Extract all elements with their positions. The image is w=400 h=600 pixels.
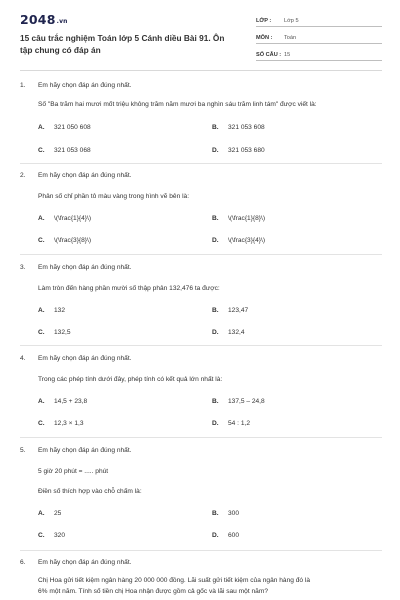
question-number: 1. [20,82,26,89]
option-letter: C. [38,532,45,539]
option-letter: B. [212,398,219,405]
option-text: 123,47 [228,307,249,314]
question-text: Trong các phép tính dưới đây, phép tính có kết quả lớn nhất là: [38,376,223,383]
option-d[interactable] [212,147,265,154]
question-instruction: Điền số thích hợp vào chỗ chấm là: [38,488,142,495]
question-number: 2. [20,172,26,179]
meta-key: SỐ CÂU : [256,52,282,58]
option-text: 137,5 – 24,8 [228,398,265,405]
question-divider [20,254,382,255]
option-a[interactable] [38,510,61,517]
option-b[interactable] [212,307,248,314]
question-text: 5 giờ 20 phút = ..... phút [38,468,109,475]
option-letter: C. [38,329,45,336]
question-divider [20,437,382,438]
option-letter: B. [212,307,219,314]
option-c[interactable] [38,329,71,336]
question-prompt: Em hãy chọn đáp án đúng nhất. [38,172,132,179]
option-letter: A. [38,510,45,517]
question-text: Làm tròn đến hàng phần mười số thập phân 132,476 ta được: [38,285,220,292]
option-text: 14,5 + 23,8 [54,398,88,405]
option-text: 12,3 × 1,3 [54,420,84,427]
option-text: 600 [228,532,240,539]
option-letter: A. [38,124,45,131]
question-number: 3. [20,264,26,271]
option-letter: D. [212,147,219,154]
option-c[interactable] [38,420,84,427]
option-letter: B. [212,510,219,517]
meta-value: Lớp 5 [284,18,299,24]
option-text: 132,4 [228,329,245,336]
option-text: 320 [54,532,66,539]
option-letter: D. [212,420,219,427]
meta-key: MÔN : [256,35,273,41]
option-d[interactable] [212,329,245,336]
question-divider [20,345,382,346]
question-prompt: Em hãy chọn đáp án đúng nhất. [38,559,132,566]
option-a[interactable] [38,307,65,314]
question-text-line-2: 6% một năm. Tính số tiền chị Hoa nhận được gồm cả gốc và lãi sau một năm? [38,588,268,595]
option-b[interactable] [212,510,239,517]
option-text: 25 [54,510,62,517]
option-a[interactable] [38,124,91,131]
option-d[interactable] [212,420,250,427]
option-b[interactable] [212,124,265,131]
option-c[interactable] [38,237,91,244]
site-logo[interactable] [20,12,68,27]
option-letter: A. [38,215,45,222]
question-text: Số "Ba trăm hai mươi mốt triệu không trăm năm mươi ba nghìn sáu trăm linh tám" được viết là: [38,101,317,108]
document-header [20,12,382,70]
header-divider [20,70,382,71]
question-number: 5. [20,447,26,454]
logo-suffix: .vn [56,18,68,25]
option-letter: C. [38,147,45,154]
option-text: 321 053 068 [54,147,91,154]
option-text: \(\frac{3}{8}\) [54,237,92,244]
option-a[interactable] [38,398,87,405]
option-text: \(\frac{1}{4}\) [54,215,92,222]
option-letter: B. [212,124,219,131]
question-divider [20,163,382,164]
option-b[interactable] [212,398,265,405]
option-letter: B. [212,215,219,222]
question-number: 4. [20,355,26,362]
document-meta [256,12,382,61]
option-letter: D. [212,532,219,539]
question-text-line-1: Chị Hoa gửi tiết kiệm ngân hàng 20 000 000 đồng. Lãi suất gửi tiết kiệm của ngân hàng đó là [38,577,311,584]
option-a[interactable] [38,215,91,222]
option-text: 321 053 680 [228,147,265,154]
option-letter: C. [38,420,45,427]
question-prompt: Em hãy chọn đáp án đúng nhất. [38,355,132,362]
option-c[interactable] [38,147,91,154]
question-number: 6. [20,559,26,566]
question-prompt: Em hãy chọn đáp án đúng nhất. [38,447,132,454]
option-text: 132,5 [54,329,71,336]
option-text: 321 050 608 [54,124,91,131]
logo-text: 2048 [20,12,56,27]
question-divider [20,550,382,551]
option-letter: D. [212,237,219,244]
document-title: 15 câu trắc nghiệm Toán lớp 5 Cánh diều Bài 91. Ôn tập chung có đáp án [20,33,225,55]
option-letter: D. [212,329,219,336]
option-text: 54 : 1,2 [228,420,250,427]
option-d[interactable] [212,237,265,244]
meta-key: LỚP : [256,18,272,24]
option-letter: A. [38,307,45,314]
option-c[interactable] [38,532,65,539]
option-text: 132 [54,307,66,314]
meta-subject [256,29,382,44]
option-b[interactable] [212,215,265,222]
question-text: Phân số chỉ phần tô màu vàng trong hình vẽ bên là: [38,193,190,200]
option-letter: C. [38,237,45,244]
option-text: \(\frac{3}{4}\) [228,237,266,244]
meta-value: 15 [284,52,291,58]
option-text: 321 053 608 [228,124,265,131]
option-text: \(\frac{1}{8}\) [228,215,266,222]
meta-value: Toán [284,35,297,41]
option-text: 300 [228,510,240,517]
meta-grade [256,12,382,27]
option-d[interactable] [212,532,239,539]
question-prompt: Em hãy chọn đáp án đúng nhất. [38,82,132,89]
option-letter: A. [38,398,45,405]
question-prompt: Em hãy chọn đáp án đúng nhất. [38,264,132,271]
meta-question-count [256,46,382,61]
